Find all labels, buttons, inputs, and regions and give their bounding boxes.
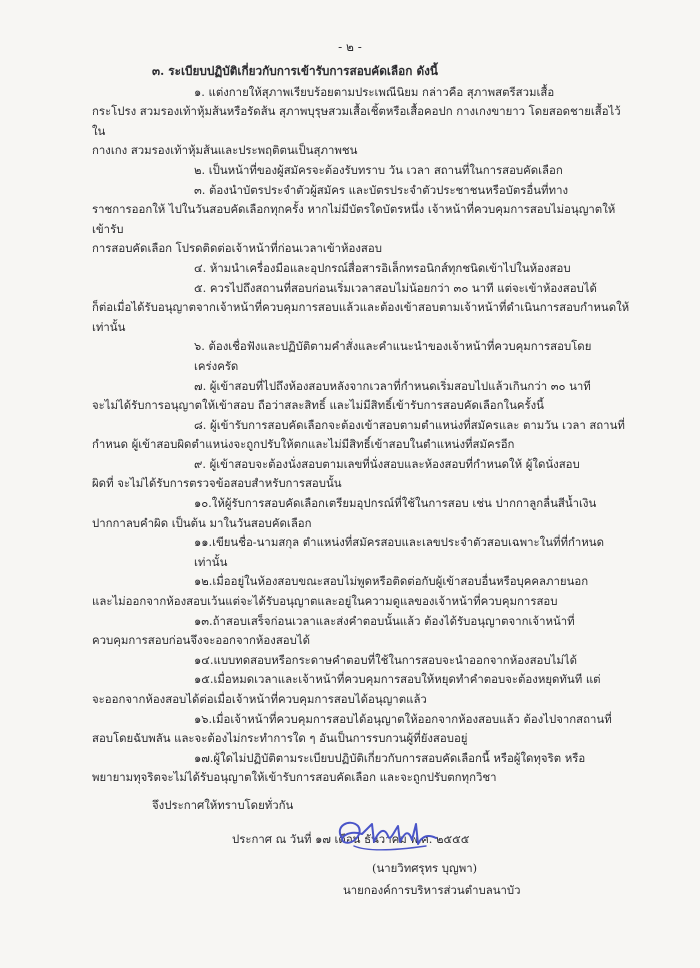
rule-continuation-line: จะไม่ได้รับการอนุญาตให้เข้าสอบ ถือว่าสละสิทธิ์ และไม่มีสิทธิ์เข้ารับการสอบคัดเลือกในครั้งนี้ [92, 398, 544, 413]
signer-title: นายกองค์การบริหารส่วนตำบลนาบัว [343, 883, 521, 897]
rule-continuation-line: และไม่ออกจากห้องสอบเว้นแต่จะได้รับอนุญาตและอยู่ในความดูแลของเจ้าหน้าที่ควบคุมการสอบ [92, 594, 558, 609]
rule-item [92, 337, 632, 376]
closing-line: จึงประกาศให้ทราบโดยทั่วกัน [152, 797, 294, 812]
rule-item [92, 455, 632, 494]
rule-continuation-line: ปากกาลบคำผิด เป็นต้น มาในวันสอบคัดเลือก [92, 515, 312, 530]
rule-first-line: ๑๑.เขียนชื่อ-นามสกุล ตำแหน่งที่สมัครสอบและเลขประจำตัวสอบเฉพาะในที่ที่กำหนดเท่านั้น [194, 535, 604, 569]
rule-first-line: ๑๓.ถ้าสอบเสร็จก่อนเวลาและส่งคำตอบนั้นแล้ว ต้องได้รับอนุญาตจากเจ้าหน้าที่ [194, 613, 575, 628]
rule-first-line: ๑๐.ให้ผู้รับการสอบคัดเลือกเตรียมอุปกรณ์ที่ใช้ในการสอบ เช่น ปากกาลูกลื่นสีน้ำเงิน [194, 496, 597, 511]
rule-item [92, 494, 632, 533]
rule-first-line: ๒. เป็นหน้าที่ของผู้สมัครจะต้องรับทราบ วัน เวลา สถานที่ในการสอบคัดเลือก [194, 162, 563, 177]
rule-continuation-line: จะออกจากห้องสอบได้ต่อเมื่อเจ้าหน้าที่ควบคุมการสอบได้อนุญาตแล้ว [92, 692, 427, 706]
rule-continuation-line: กระโปรง สวมรองเท้าหุ้มส้นหรือรัดส้น สุภาพบุรุษสวมเสื้อเชิ้ตหรือเสื้อคอปก กางเกงขายาว โดยสอดชายเสื้อไว้ใน [92, 104, 621, 138]
rule-item [92, 416, 632, 455]
rule-item [92, 749, 632, 788]
rule-first-line: ๓. ต้องนำบัตรประจำตัวผู้สมัคร และบัตรประจำตัวประชาชนหรือบัตรอื่นที่ทาง [194, 182, 569, 197]
rule-first-line: ๙. ผู้เข้าสอบจะต้องนั่งสอบตามเลขที่นั่งสอบและห้องสอบที่กำหนดให้ ผู้ใดนั่งสอบ [194, 456, 580, 471]
rule-continuation-line: ควบคุมการสอบก่อนจึงจะออกจากห้องสอบได้ [92, 633, 310, 648]
rule-item [92, 572, 632, 611]
rule-first-line: ๑๕.เมื่อหมดเวลาและเจ้าหน้าที่ควบคุมการสอบให้หยุดทำคำตอบจะต้องหยุดทันที แต่ [194, 672, 601, 687]
rule-continuation-line: ผิดที่ จะไม่ได้รับการตรวจข้อสอบสำหรับการสอบนั้น [92, 476, 342, 491]
rule-first-line: ๘. ผู้เข้ารับการสอบคัดเลือกจะต้องเข้าสอบตามตำแหน่งที่สมัครและ ตามวัน เวลา สถานที่ [194, 417, 625, 432]
rule-continuation-line: กางเกง สวมรองเท้าหุ้มส้นและประพฤติตนเป็นสุภาพชน [92, 143, 358, 158]
rule-first-line: ๖. ต้องเชื่อฟังและปฏิบัติตามคำสั่งและคำแนะนำของเจ้าหน้าที่ควบคุมการสอบโดยเคร่งครัด [194, 339, 592, 373]
rule-continuation-line: ก็ต่อเมื่อได้รับอนุญาตจากเจ้าหน้าที่ควบคุมการสอบแล้วและต้องเข้าสอบตามเจ้าหน้าที่ดำเนินการสอบกำหนดให้เท่านั้น [92, 300, 630, 334]
rules-list [92, 83, 632, 788]
rule-item [92, 83, 632, 161]
rule-first-line: ๕. ควรไปถึงสถานที่สอบก่อนเริ่มเวลาสอบไม่น้อยกว่า ๓๐ นาที แต่จะเข้าห้องสอบได้ [194, 280, 597, 295]
rule-continuation-line: สอบโดยฉับพลัน และจะต้องไม่กระทำการใด ๆ อันเป็นการรบกวนผู้ที่ยังสอบอยู่ [92, 731, 468, 746]
rule-item [92, 161, 632, 181]
signature-area [320, 812, 580, 854]
announcement-date: ประกาศ ณ วันที่ ๑๗ เดือน ธันวาคม พ.ศ. ๒๕๕๕ [232, 831, 470, 846]
rule-item [92, 670, 632, 709]
rule-first-line: ๑๔.แบบทดสอบหรือกระดาษคำตอบที่ใช้ในการสอบจะนำออกจากห้องสอบไม่ได้ [194, 652, 577, 667]
rule-item [92, 259, 632, 279]
rule-first-line: ๗. ผู้เข้าสอบที่ไปถึงห้องสอบหลังจากเวลาที่กำหนดเริ่มสอบไปแล้วเกินกว่า ๓๐ นาที [194, 378, 591, 393]
rule-continuation-line: ราชการออกให้ ไปในวันสอบคัดเลือกทุกครั้ง หากไม่มีบัตรใดบัตรหนึ่ง เจ้าหน้าที่ควบคุมการสอบไม่อนุญาตให้เข้ารับ [92, 202, 616, 236]
rule-first-line: ๔. ห้ามนำเครื่องมือและอุปกรณ์สื่อสารอิเล็กทรอนิกส์ทุกชนิดเข้าไปในห้องสอบ [194, 260, 571, 275]
page-number: - ๒ - [338, 40, 362, 54]
rule-first-line: ๑๗.ผู้ใดไม่ปฏิบัติตามระเบียบปฏิบัติเกี่ยวกับการสอบคัดเลือกนี้ หรือผู้ใดทุจริต หรือ [194, 750, 586, 765]
section-heading: ๓. ระเบียบปฏิบัติเกี่ยวกับการเข้ารับการสอบคัดเลือก ดังนี้ [152, 64, 438, 78]
rule-item [92, 710, 632, 749]
signer-name: (นายวิทศรุทร บุญพา) [372, 861, 478, 875]
rule-continuation-line: การสอบคัดเลือก โปรดติดต่อเจ้าหน้าที่ก่อนเวลาเข้าห้องสอบ [92, 241, 382, 256]
rule-item [92, 533, 632, 572]
rule-first-line: ๑๖.เมื่อเจ้าหน้าที่ควบคุมการสอบได้อนุญาตให้ออกจากห้องสอบแล้ว ต้องไปจากสถานที่ [194, 711, 612, 726]
handwritten-signature [328, 812, 448, 856]
rule-item [92, 377, 632, 416]
rule-continuation-line: พยายามทุจริตจะไม่ได้รับอนุญาตให้เข้ารับการสอบคัดเลือก และจะถูกปรับตกทุกวิชา [92, 770, 497, 785]
rule-item [92, 279, 632, 338]
rule-first-line: ๑. แต่งกายให้สุภาพเรียบร้อยตามประเพณีนิยม กล่าวคือ สุภาพสตรีสวมเสื้อ [194, 84, 555, 99]
rule-item [92, 181, 632, 259]
rule-continuation-line: กำหนด ผู้เข้าสอบผิดตำแหน่งจะถูกปรับให้ตกและไม่มีสิทธิ์เข้าสอบในตำแหน่งที่สมัครอีก [92, 437, 515, 452]
rule-item [92, 651, 632, 671]
rule-item [92, 612, 632, 651]
document-body [92, 62, 632, 849]
rule-first-line: ๑๒.เมื่ออยู่ในห้องสอบขณะสอบไม่พูดหรือติดต่อกับผู้เข้าสอบอื่นหรือบุคคลภายนอก [194, 574, 589, 589]
